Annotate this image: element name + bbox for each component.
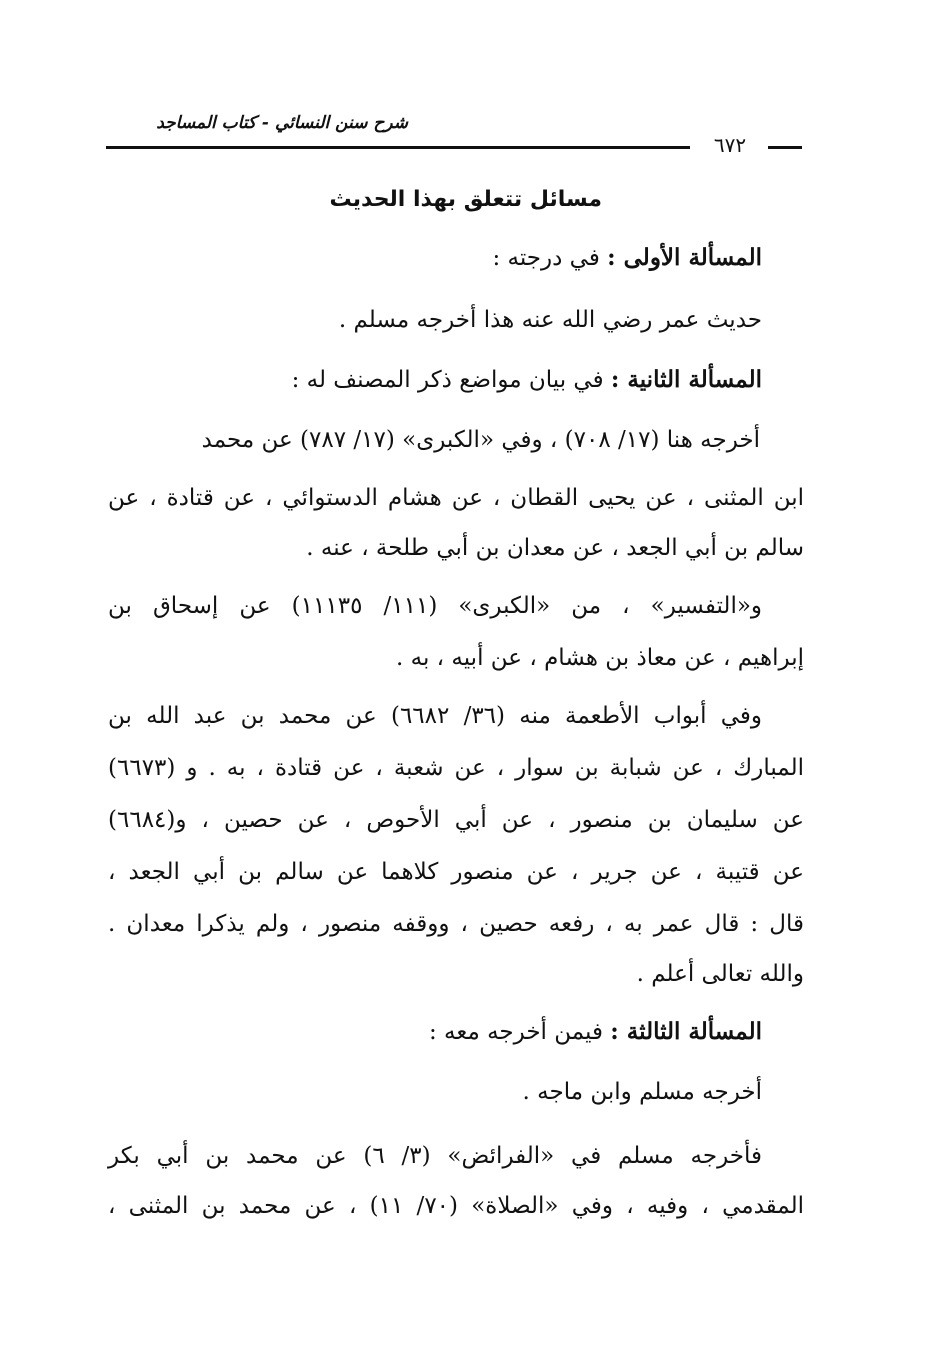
- issue-3-line: [200, 1012, 762, 1052]
- paragraph-line: عن سليمان بن منصور ، عن أبي الأحوص ، عن حصين ، و(٦٦٨٤): [108, 807, 804, 833]
- paragraph-line: و«التفسير» ، من «الكبرى» (١١١/ ١١١٣٥) عن إسحاق بن: [108, 593, 763, 619]
- paragraph-line: حديث عمر رضي الله عنه هذا أخرجه مسلم .: [338, 307, 762, 333]
- issue-1-label: المسألة الأولى :: [607, 244, 762, 271]
- issue-3-text: فيمن أخرجه معه :: [428, 1019, 611, 1045]
- issue-2-label: المسألة الثانية :: [610, 366, 762, 393]
- issue-3-label: المسألة الثالثة :: [610, 1018, 762, 1045]
- paragraph-line: أخرجه هنا (١٧/ ٧٠٨) ، وفي «الكبرى» (١٧/ ٧٨٧) عن محمد: [201, 427, 760, 453]
- paragraph-line: أخرجه مسلم وابن ماجه .: [522, 1079, 762, 1105]
- paragraph-line: المبارك ، عن شبابة بن سوار ، عن شعبة ، عن قتادة ، به . و (٦٦٧٣): [108, 755, 804, 781]
- paragraph-line: والله تعالى أعلم .: [636, 961, 804, 987]
- issue-1-text: في درجته :: [492, 245, 608, 271]
- page-number: ٦٧٢: [713, 133, 747, 157]
- paragraph-line: إبراهيم ، عن معاذ بن هشام ، عن أبيه ، به .: [396, 645, 804, 671]
- paragraph-line: قال : قال عمر به ، رفعه حصين ، ووقفه منصور ، ولم يذكرا معدان .: [108, 911, 804, 937]
- header-rule: [106, 146, 690, 149]
- page-number-rule: [768, 146, 802, 149]
- issue-2-line: [200, 360, 762, 400]
- paragraph-line: فأخرجه مسلم في «الفرائض» (٣/ ٦) عن محمد بن أبي بكر: [108, 1143, 763, 1169]
- paragraph-line: عن قتيبة ، عن جرير ، عن منصور كلاهما عن سالم بن أبي الجعد ،: [108, 859, 804, 885]
- paragraph-line: سالم بن أبي الجعد ، عن معدان بن أبي طلحة ، عنه .: [306, 535, 804, 561]
- issue-1-line: [200, 238, 762, 278]
- paragraph-line: وفي أبواب الأطعمة منه (٣٦/ ٦٦٨٢) عن محمد بن عبد الله بن: [108, 703, 762, 729]
- issue-2-text: في بيان مواضع ذكر المصنف له :: [291, 367, 611, 393]
- running-header-title: شرح سنن النسائي - كتاب المساجد: [156, 113, 408, 133]
- paragraph-line: ابن المثنى ، عن يحيى القطان ، عن هشام الدستوائي ، عن قتادة ، عن: [108, 485, 804, 511]
- section-heading: مسائل تتعلق بهذا الحديث: [329, 187, 602, 212]
- paragraph-line: المقدمي ، وفيه ، وفي «الصلاة» (٧٠/ ١١) ، عن محمد بن المثنى ،: [108, 1193, 805, 1219]
